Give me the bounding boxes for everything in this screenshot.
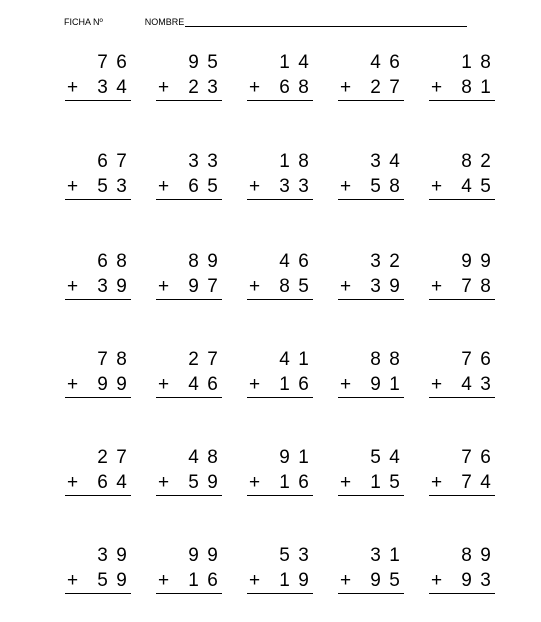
digit: 4 [279,348,290,370]
addition-problem [338,149,404,200]
addend-top [338,249,404,274]
addend-top [247,249,313,274]
digit: 5 [207,175,218,197]
digit: 4 [116,76,127,98]
nombre-label: NOMBRE [144,17,185,27]
sum-line[interactable] [247,199,313,200]
plus-sign: + [67,76,79,98]
addition-problem [247,249,313,300]
digit: 6 [298,471,309,493]
plus-sign: + [158,471,170,493]
digit: 4 [389,446,400,468]
addend-bottom [338,568,404,593]
sum-line[interactable] [156,593,222,594]
addend-bottom [429,75,495,100]
digit: 7 [116,150,127,172]
addend-bottom [429,174,495,199]
addition-problem [65,50,131,101]
digit: 1 [279,471,290,493]
addend-top [338,347,404,372]
addition-problem [429,445,495,496]
digit: 8 [207,446,218,468]
digit: 9 [389,275,400,297]
addend-bottom [247,568,313,593]
addend-bottom [247,372,313,397]
sum-line[interactable] [156,100,222,101]
sum-line[interactable] [429,593,495,594]
digit: 2 [97,446,108,468]
digit: 1 [480,76,491,98]
plus-sign: + [431,275,443,297]
addend-bottom [247,174,313,199]
plus-sign: + [431,175,443,197]
digit: 4 [188,373,199,395]
addition-problem [65,347,131,398]
plus-sign: + [340,471,352,493]
addend-bottom [156,75,222,100]
addend-top [156,149,222,174]
digit: 9 [279,446,290,468]
addition-problem [247,149,313,200]
digit: 5 [97,175,108,197]
plus-sign: + [340,175,352,197]
digit: 7 [97,51,108,73]
digit: 8 [279,275,290,297]
digit: 1 [298,446,309,468]
addition-problem [156,445,222,496]
digit: 8 [188,250,199,272]
addend-bottom [65,470,131,495]
addition-problem [65,445,131,496]
digit: 6 [97,250,108,272]
plus-sign: + [158,76,170,98]
addend-bottom [156,568,222,593]
digit: 4 [279,250,290,272]
plus-sign: + [158,175,170,197]
digit: 6 [480,446,491,468]
addend-top [247,445,313,470]
digit: 9 [370,569,381,591]
digit: 8 [480,275,491,297]
plus-sign: + [67,275,79,297]
digit: 8 [298,150,309,172]
plus-sign: + [158,569,170,591]
sum-line[interactable] [429,495,495,496]
plus-sign: + [249,76,261,98]
digit: 7 [461,348,472,370]
addition-problem [65,543,131,594]
digit: 5 [370,446,381,468]
addition-problem [247,543,313,594]
sum-line[interactable] [338,495,404,496]
digit: 3 [370,275,381,297]
addition-problem [338,543,404,594]
addend-top [338,50,404,75]
digit: 5 [188,471,199,493]
sum-line[interactable] [429,199,495,200]
addend-top [65,347,131,372]
digit: 6 [207,373,218,395]
sum-line[interactable] [65,397,131,398]
digit: 3 [370,250,381,272]
digit: 3 [207,150,218,172]
addition-problem [429,249,495,300]
digit: 9 [298,569,309,591]
digit: 4 [480,471,491,493]
digit: 2 [188,348,199,370]
digit: 8 [389,175,400,197]
addend-bottom [429,372,495,397]
digit: 3 [370,150,381,172]
digit: 9 [207,471,218,493]
digit: 9 [188,544,199,566]
addend-top [156,347,222,372]
plus-sign: + [67,373,79,395]
digit: 3 [298,544,309,566]
sum-line[interactable] [338,100,404,101]
digit: 9 [188,275,199,297]
sum-line[interactable] [338,397,404,398]
addition-problem [338,347,404,398]
addend-top [247,50,313,75]
sum-line[interactable] [429,397,495,398]
sum-line[interactable] [247,299,313,300]
addend-top [429,50,495,75]
plus-sign: + [340,569,352,591]
digit: 2 [370,76,381,98]
digit: 2 [480,150,491,172]
digit: 7 [97,348,108,370]
plus-sign: + [158,373,170,395]
addend-top [338,543,404,568]
addend-bottom [156,174,222,199]
sum-line[interactable] [247,495,313,496]
addend-bottom [65,372,131,397]
digit: 3 [188,150,199,172]
digit: 8 [461,150,472,172]
digit: 9 [207,544,218,566]
addend-bottom [65,568,131,593]
addend-bottom [429,470,495,495]
digit: 7 [389,76,400,98]
digit: 3 [97,544,108,566]
digit: 9 [480,544,491,566]
digit: 3 [116,175,127,197]
digit: 6 [116,51,127,73]
plus-sign: + [158,275,170,297]
digit: 5 [389,569,400,591]
addend-bottom [156,274,222,299]
digit: 6 [97,150,108,172]
addend-top [65,249,131,274]
digit: 3 [480,373,491,395]
plus-sign: + [340,373,352,395]
digit: 6 [298,250,309,272]
plus-sign: + [249,373,261,395]
addition-problem [156,347,222,398]
addend-top [429,347,495,372]
digit: 9 [116,569,127,591]
sum-line[interactable] [247,397,313,398]
digit: 4 [461,373,472,395]
addend-bottom [247,75,313,100]
digit: 9 [461,569,472,591]
sum-line[interactable] [156,299,222,300]
digit: 7 [461,446,472,468]
digit: 8 [298,76,309,98]
addend-top [429,445,495,470]
digit: 4 [461,175,472,197]
digit: 7 [461,471,472,493]
addition-problem [156,249,222,300]
digit: 3 [370,544,381,566]
digit: 1 [298,348,309,370]
sum-line[interactable] [338,199,404,200]
addend-top [156,543,222,568]
digit: 1 [389,373,400,395]
digit: 9 [116,275,127,297]
sum-line[interactable] [65,299,131,300]
sum-line[interactable] [156,495,222,496]
addend-top [247,149,313,174]
digit: 5 [279,544,290,566]
addend-bottom [65,75,131,100]
sum-line[interactable] [338,593,404,594]
addend-top [247,347,313,372]
addition-problem [429,543,495,594]
addend-bottom [247,470,313,495]
digit: 1 [461,51,472,73]
digit: 8 [116,348,127,370]
addend-top [65,149,131,174]
sum-line[interactable] [156,397,222,398]
digit: 6 [97,471,108,493]
digit: 7 [116,446,127,468]
addend-bottom [156,470,222,495]
addition-problem [247,347,313,398]
addition-problem [65,149,131,200]
addend-top [156,50,222,75]
plus-sign: + [340,275,352,297]
sum-line[interactable] [65,100,131,101]
digit: 9 [116,544,127,566]
addition-problem [247,50,313,101]
digit: 7 [207,348,218,370]
plus-sign: + [249,175,261,197]
digit: 1 [279,569,290,591]
digit: 9 [480,250,491,272]
digit: 7 [207,275,218,297]
digit: 8 [461,76,472,98]
digit: 5 [480,175,491,197]
digit: 4 [389,150,400,172]
plus-sign: + [67,175,79,197]
addition-problem [156,543,222,594]
digit: 9 [461,250,472,272]
ficha-label: FICHA Nº [64,17,103,27]
plus-sign: + [431,373,443,395]
digit: 1 [279,51,290,73]
addition-problem [156,50,222,101]
plus-sign: + [249,471,261,493]
digit: 9 [188,51,199,73]
digit: 8 [461,544,472,566]
addend-bottom [338,174,404,199]
digit: 4 [188,446,199,468]
digit: 6 [207,569,218,591]
addend-bottom [338,470,404,495]
sum-line[interactable] [247,593,313,594]
addend-top [429,149,495,174]
digit: 5 [97,569,108,591]
sum-line[interactable] [65,593,131,594]
addition-problem [247,445,313,496]
sum-line[interactable] [65,495,131,496]
addend-top [156,249,222,274]
digit: 4 [116,471,127,493]
digit: 5 [370,175,381,197]
digit: 1 [188,569,199,591]
digit: 9 [97,373,108,395]
sum-line[interactable] [156,199,222,200]
addend-bottom [338,274,404,299]
plus-sign: + [67,471,79,493]
addend-bottom [429,274,495,299]
plus-sign: + [249,275,261,297]
sum-line[interactable] [429,100,495,101]
addend-top [156,445,222,470]
digit: 3 [279,175,290,197]
addition-problem [429,149,495,200]
addend-top [65,543,131,568]
addend-top [65,445,131,470]
digit: 8 [370,348,381,370]
digit: 2 [389,250,400,272]
sum-line[interactable] [429,299,495,300]
digit: 6 [188,175,199,197]
digit: 5 [207,51,218,73]
plus-sign: + [340,76,352,98]
addend-bottom [247,274,313,299]
addend-bottom [65,174,131,199]
digit: 1 [370,471,381,493]
digit: 1 [279,373,290,395]
plus-sign: + [431,569,443,591]
digit: 3 [97,76,108,98]
digit: 9 [207,250,218,272]
sum-line[interactable] [338,299,404,300]
digit: 9 [370,373,381,395]
digit: 5 [298,275,309,297]
digit: 1 [279,150,290,172]
addend-top [65,50,131,75]
addend-bottom [65,274,131,299]
addend-bottom [338,372,404,397]
sum-line[interactable] [65,199,131,200]
digit: 2 [188,76,199,98]
digit: 8 [389,348,400,370]
addend-bottom [338,75,404,100]
addition-problem [156,149,222,200]
digit: 1 [389,544,400,566]
addition-problem [65,249,131,300]
digit: 8 [116,250,127,272]
addend-top [247,543,313,568]
digit: 4 [370,51,381,73]
digit: 3 [207,76,218,98]
plus-sign: + [431,76,443,98]
addition-problem [338,50,404,101]
addition-problem [429,347,495,398]
plus-sign: + [431,471,443,493]
digit: 5 [389,471,400,493]
addend-top [429,543,495,568]
digit: 3 [298,175,309,197]
addition-problem [338,249,404,300]
digit: 3 [97,275,108,297]
digit: 7 [461,275,472,297]
addend-bottom [156,372,222,397]
addend-top [338,149,404,174]
addition-problem [429,50,495,101]
addend-top [338,445,404,470]
digit: 6 [480,348,491,370]
plus-sign: + [249,569,261,591]
plus-sign: + [67,569,79,591]
digit: 3 [480,569,491,591]
digit: 9 [116,373,127,395]
addend-bottom [429,568,495,593]
addend-top [429,249,495,274]
addition-problem [338,445,404,496]
digit: 6 [279,76,290,98]
digit: 6 [298,373,309,395]
digit: 8 [480,51,491,73]
sum-line[interactable] [247,100,313,101]
digit: 4 [298,51,309,73]
digit: 6 [389,51,400,73]
